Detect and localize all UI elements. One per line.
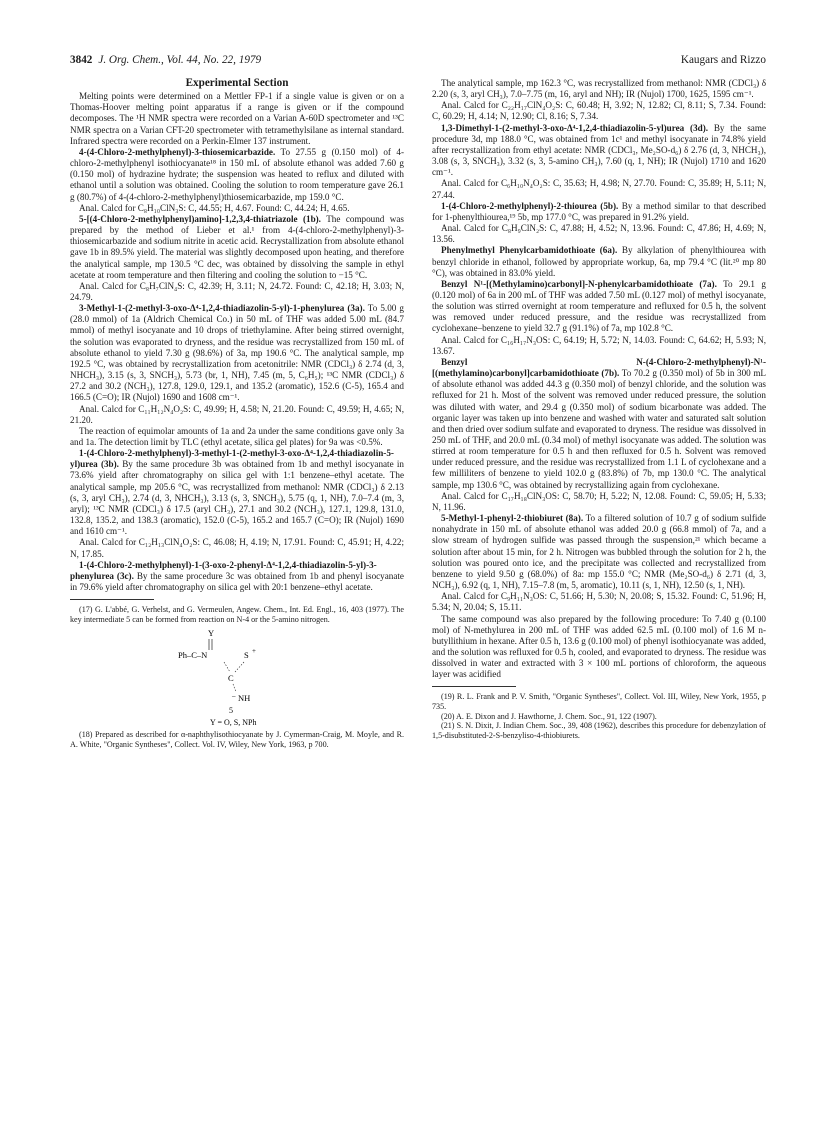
- paragraph-analysis: Anal. Calcd for C₈H₇ClN₄S: C, 42.39; H, 3.11; N, 24.72. Found: C, 42.18; H, 3.03; N, 24.79.: [70, 280, 404, 302]
- footnote-rule: [432, 686, 516, 687]
- right-column: [432, 78, 766, 1128]
- paragraph-body: By the same procedure 3c was obtained from 1b and phenyl isocyanate in 79.6% yield after chromatography on silica gel with 20:1 benzene–ethyl acetate.: [70, 570, 404, 593]
- paragraph-body: By the same procedure 3d, mp 188.0 °C, was obtained from 1c¹ and methyl isocyanate in 74.8% yield after recrystallization from ethyl acetate: NMR (CDCl₃, Me₂SO-d₆) δ 2.76 (d, 3, NHCH₃), 3.08 (s, 3, SNCH₃), 3.32 (s, 3, 5-amino CH₃), 7.60 (q, 1, NH); IR (Nujol) 1710 and 1620 cm⁻¹.: [432, 122, 767, 178]
- footnote-21: (21) S. N. Dixit, J. Indian Chem. Soc., 39, 408 (1962), describes this procedure for debenzylation of 1,5-disubstituted-2-S-benzyliso-4-thiobiurets.: [432, 721, 766, 740]
- compound-title: 5-[(4-Chloro-2-methylphenyl)amino]-1,2,3,4-thiatriazole (1b).: [79, 213, 321, 224]
- paragraph-1b: [70, 214, 404, 281]
- paragraph-analysis: Anal. Calcd for C₂₂H₁₇ClN₄O₂S: C, 60.48; H, 3.92; N, 12.82; Cl, 8.11; S, 7.34. Found: C, 60.29; H, 4.14; N, 12.90; Cl, 8.16; S, 7.34.: [432, 100, 766, 122]
- paragraph-3c: [70, 560, 404, 593]
- paragraph-body: By alkylation of phenylthiourea with benzyl chloride in ethanol, followed by appropriate workup, 6a, mp 79.4 °C (lit.²⁰ mp 80 °C), was obtained in 83.0% yield.: [432, 245, 766, 278]
- compound-title: 1,3-Dimethyl-1-(2-methyl-3-oxo-Δ⁴-1,2,4-thiadiazolin-5-yl)urea (3d).: [441, 122, 709, 133]
- paragraph-7b: [432, 357, 766, 491]
- paragraph-body: To a filtered solution of 10.7 g of sodium sulfide nonahydrate in 150 mL of absolute ethanol was added 20.0 g (66.8 mmol) of 7a, and a slow stream of hydrogen sulfide was passed through the suspension,²¹ which became a solution after about 15 min, for 2 h. Nitrogen was bubbled through the solution for 2 h, the solution was poured onto ice, and the precipitate was collected and recrystallized from benzene to yield 9.50 g (68.0%) of 8a: mp 155.0 °C; NMR (Me₂SO-d₆) δ 2.71 (d, 3, NCH₃), 6.92 (q, 1, NH), 7.15–7.8 (m, 5, aromatic), 10.11 (s, 1, NH), 12.50 (s, 1, NH).: [432, 513, 767, 591]
- structure-bond: [233, 684, 236, 692]
- chemical-structure: [162, 626, 312, 728]
- compound-title: Benzyl N-(4-Chloro-2-methylphenyl)-N¹-[(methylamino)carbonyl]carbamidothioate (7b).: [432, 356, 766, 379]
- structure-s-atom: S: [244, 650, 249, 661]
- structure-c-atom: C: [228, 673, 234, 684]
- header-authors: Kaugars and Rizzo: [680, 54, 766, 66]
- paragraph-alt-procedure: The same compound was also prepared by the following procedure: To 7.40 g (0.100 mol) of N-methylurea in 200 mL of THF was added 62.5 mL (0.100 mol) of 1.6 M n-butyllithium in hexane. After 0.5 h, 13.6 g (0.100 mol) of phenyl isothiocyanate was added, and the solution was refluxed for 0.5 h, cooled, and evaporated to dryness. The residue was dissolved in water and extracted with 3 × 100 mL portions of chloroform, the aqueous layer was acidified: [432, 613, 767, 680]
- paragraph-7a: [432, 279, 766, 335]
- paragraph-analysis: Anal. Calcd for C₁₁H₁₂N₄O₂S: C, 49.99; H, 4.58; N, 21.20. Found: C, 49.59; H, 4.65; N, 21.20.: [70, 403, 404, 425]
- footnote-19: (19) R. L. Frank and P. V. Smith, "Organic Syntheses", Collect. Vol. III, Wiley, New York, 1955, p 735.: [432, 692, 766, 712]
- compound-title: 3-Methyl-1-(2-methyl-3-oxo-Δ⁴-1,2,4-thiadiazolin-5-yl)-1-phenylurea (3a).: [79, 303, 365, 314]
- paragraph-analysis: Anal. Calcd for C₈H₉ClN₂S: C, 47.88; H, 4.52; N, 13.96. Found: C, 47.86; H, 4.69; N, 13.56.: [432, 223, 766, 245]
- footnote-rule: [70, 599, 154, 600]
- structure-bond: [224, 662, 230, 672]
- compound-title: Benzyl N¹-[(Methylamino)carbonyl]-N-phenylcarbamidothioate (7a).: [441, 278, 717, 289]
- paragraph-body: To 5.00 g (28.0 mmol) of 1a (Aldrich Chemical Co.) in 50 mL of THF was added 5.00 mL (84.7 mmol) of methyl isocyanate and 10 drops of triethylamine. After being stirred overnight, the solution was evaporated to dryness, and the residue was recrystallized from 150 mL of absolute ethanol to yield 7.30 g (98.6%) of 3a, mp 190.6 °C. The analytical sample, mp 192.5 °C, was obtained by recrystallization from acetonitrile: NMR (CDCl₃) δ 2.74 (d, 3, NHCH₃), 3.15 (s, 3, SNCH₃), 5.73 (br, 1, NH), 7.45 (m, 5, C₆H₅); ¹³C NMR (CDCl₃) δ 27.2 and 30.2 (NCH₃), 127.8, 129.0, 129.1, and 135.2 (aromatic), 152.6 (C-5), 165.4 and 166.5 (C=O); IR (Nujol) 1690 and 1608 cm⁻¹.: [70, 303, 404, 403]
- paragraph-analysis: Anal. Calcd for C₆H₁₀N₄O₂S: C, 35.63; H, 4.98; N, 27.70. Found: C, 35.89; H, 5.11; N, 27.44.: [432, 178, 766, 200]
- compound-title: 5-Methyl-1-phenyl-2-thiobiuret (8a).: [441, 513, 584, 524]
- paragraph-analysis: Anal. Calcd for C₈H₁₀ClN₃S: C, 44.55; H, 4.67. Found: C, 44.24; H, 4.65.: [79, 202, 350, 213]
- structure-caption: Y = O, S, NPh: [210, 718, 257, 728]
- structure-number: 5: [229, 706, 233, 716]
- page-number: 3842: [70, 54, 93, 66]
- footnote-17: (17) G. L'abbé, G. Verhelst, and G. Vermeulen, Angew. Chem., Int. Ed. Engl., 16, 403 (1977). The key intermediate 5 can be formed from reaction on N-4 or the 5-amino nitrogen.: [70, 605, 404, 624]
- paragraph-body: To 27.55 g (0.150 mol) of 4-chloro-2-methylphenyl isothiocyanate¹⁸ in 150 mL of absolute ethanol was added 7.60 g (0.150 mol) of hydrazine hydrate; the suspension was heated to reflux and diluted with ethanol until a solution was obtained. Cooling the solution to room temperature gave 26.1 g (80.7%) of 4-(4-chloro-2-methylphenyl)thiosemicarbazide, mp 159.0 °C.: [70, 146, 404, 202]
- paragraph-3d: [432, 123, 766, 179]
- paragraph-reaction: The reaction of equimolar amounts of 1a and 2a under the same conditions gave only 3a and 1a. The detection limit by TLC (ethyl acetate, silica gel plates) for 9a was <0.5%.: [70, 425, 404, 447]
- compound-title: 1-(4-Chloro-2-methylphenyl)-1-(3-oxo-2-phenyl-Δ⁴-1,2,4-thiadiazolin-5-yl)-3-phenylurea (3c).: [70, 559, 377, 581]
- paragraph-3c-continued: The analytical sample, mp 162.3 °C, was recrystallized from methanol: NMR (CDCl₃) δ 2.20 (s, 3, aryl CH₃), 7.0–7.75 (m, 16, aryl and NH); IR (Nujol) 1700, 1625, 1595 cm⁻¹.: [432, 78, 766, 100]
- paragraph-body: By the same procedure 3b was obtained from 1b and methyl isocyanate in 73.6% yield after chromatography on silica gel with 1:1 benzene–ethyl acetate. The analytical sample, mp 205.6 °C, was recrystallized from methanol: NMR (CDCl₃) δ 2.13 (s, 3, aryl CH₃), 2.74 (d, 3, NHCH₃), 3.13 (s, 3, SNCH₃), 5.75 (q, 1, NH), 7.0–7.4 (m, 3, aryl); ¹³C NMR (CDCl₃) δ 17.5 (aryl CH₃), 27.1 and 30.2 (NCH₃), 127.1, 129.8, 131.0, 132.8, 135.2, and 138.3 (aromatic), 152.0 (C-5), 165.2 and 165.7 (C=O); IR (Nujol) 1690 and 1610 cm⁻¹.: [70, 459, 404, 537]
- left-column: [70, 78, 404, 1058]
- footnote-18: (18) Prepared as described for α-naphthylisothiocyanate by J. Cymerman-Craig, M. Moyle, and R. A. White, "Organic Syntheses", Collect. Vol. IV, Wiley, New York, 1963, p 700.: [70, 730, 404, 749]
- footnote-20: (20) A. E. Dixon and J. Hawthorne, J. Chem. Soc., 91, 122 (1907).: [441, 711, 657, 721]
- paragraph-6a: [432, 245, 766, 278]
- compound-title: Phenylmethyl Phenylcarbamidothioate (6a).: [441, 245, 618, 256]
- header-left: [70, 54, 261, 66]
- paragraph-intro: Melting points were determined on a Mettler FP-1 if a single value is given or on a Thomas-Hoover melting point apparatus if a range is given or if the compound decomposes. The ¹H NMR spectra were recorded on a Varian A-60D spectrometer and ¹³C NMR spectra on a Varian CFT-20 spectrometer with tetramethylsilane as internal standard. Infrared spectra were recorded on a Perkin-Elmer 137 instrument.: [70, 91, 404, 146]
- section-title: Experimental Section: [185, 77, 289, 89]
- compound-title: 1-(4-Chloro-2-methylphenyl)-3-methyl-1-(2-methyl-3-oxo-Δ⁴-1,2,4-thiadiazolin-5-yl)urea (3b).: [70, 448, 394, 470]
- paragraph-analysis: Anal. Calcd for C₁₇H₁₈ClN₃OS: C, 58.70; H, 5.22; N, 12.08. Found: C, 59.05; H, 5.33; N, 11.96.: [432, 490, 766, 512]
- paragraph-3b: [70, 448, 404, 537]
- structure-y-label: Y: [208, 628, 215, 639]
- paragraph-analysis: Anal. Calcd for C₉H₁₁N₃OS: C, 51.66; H, 5.30; N, 20.08; S, 15.32. Found: C, 51.96; H, 5.34; N, 20.04; S, 15.11.: [432, 591, 766, 613]
- paragraph-body: To 70.2 g (0.350 mol) of 5b in 300 mL of absolute ethanol was added 44.3 g (0.350 mol) of benzyl chloride, and the solution was refluxed for 21 h. Most of the solvent was removed under reduced pressure, the solution was diluted with water, and 29.4 g (0.350 mol) of sodium bicarbonate was added. The organic layer was taken up into benzene and washed with water and saturated salt solution and then dried over sodium sulfate and evaporated to dryness. The residue was dissolved in 250 mL of THF, and 20.0 mL (0.34 mol) of methyl isocyanate was added. The solution was stirred at room temperature for 0.5 h and then refluxed for 0.5 h. Solvent was removed under reduced pressure, and the residue was recrystallized from 1.1 L of cyclohexane and a few milliliters of benzene to yield 102.0 g (83.8%) of 7b, mp 130.0 °C. The analytical sample, mp 130.6 °C, was obtained by recrystallizing again from cyclohexane.: [432, 368, 766, 490]
- paragraph-3a: [70, 303, 404, 403]
- paragraph-body: To 29.1 g (0.120 mol) of 6a in 200 mL of THF was added 7.50 mL (0.127 mol) of methyl isocyanate, the solution was stirred overnight at room temperature and refluxed for 0.5 h, the solvent was removed under reduced pressure, and the residue was recrystallized from cyclohexane–benzene to yield 32.7 g (91.1%) of 7a, mp 102.8 °C.: [432, 278, 766, 334]
- paragraph-8a: [432, 513, 766, 591]
- compound-title: 4-(4-Chloro-2-methylphenyl)-3-thiosemicarbazide.: [79, 146, 276, 157]
- structure-ph-c-n: Ph–C–N: [178, 650, 208, 661]
- paragraph-body: By a method similar to that described for 1-phenylthiourea,¹⁹ 5b, mp 177.0 °C, was prepared in 91.2% yield.: [432, 200, 766, 222]
- paragraph-thiosemicarbazide: [70, 147, 404, 203]
- page-header: [70, 54, 766, 68]
- paragraph-body: The compound was prepared by the method of Lieber et al.¹ from 4-(4-chloro-2-methylphenyl)-3-thiosemicarbazide and sodium nitrite in acetic acid. Recrystallization from absolute ethanol gave 1b in 89.5% yield. The material was slightly decomposed upon heating, and therefore the analytical sample, mp 130.5 °C dec, was obtained by dissolving the sample in ethyl acetate at room temperature and then filtering and cooling the solution to −15 °C.: [70, 213, 404, 280]
- paragraph-5b: [432, 201, 766, 223]
- structure-charge-plus: +: [252, 647, 256, 656]
- structure-charge-minus: –: [232, 692, 236, 701]
- compound-title: 1-(4-Chloro-2-methylphenyl)-2-thiourea (5b).: [441, 200, 619, 211]
- paragraph-analysis: Anal. Calcd for C₁₂H₁₃ClN₄O₂S: C, 46.08; H, 4.19; N, 17.91. Found: C, 45.91; H, 4.22; N, 17.85.: [70, 537, 404, 559]
- structure-bond: [235, 662, 244, 672]
- paragraph-analysis: Anal. Calcd for C₁₆H₁₇N₃OS: C, 64.19; H, 5.72; N, 14.03. Found: C, 64.62; H, 5.93; N, 13.67.: [432, 334, 766, 356]
- structure-nh: NH: [238, 693, 251, 704]
- journal-citation: J. Org. Chem., Vol. 44, No. 22, 1979: [98, 54, 262, 66]
